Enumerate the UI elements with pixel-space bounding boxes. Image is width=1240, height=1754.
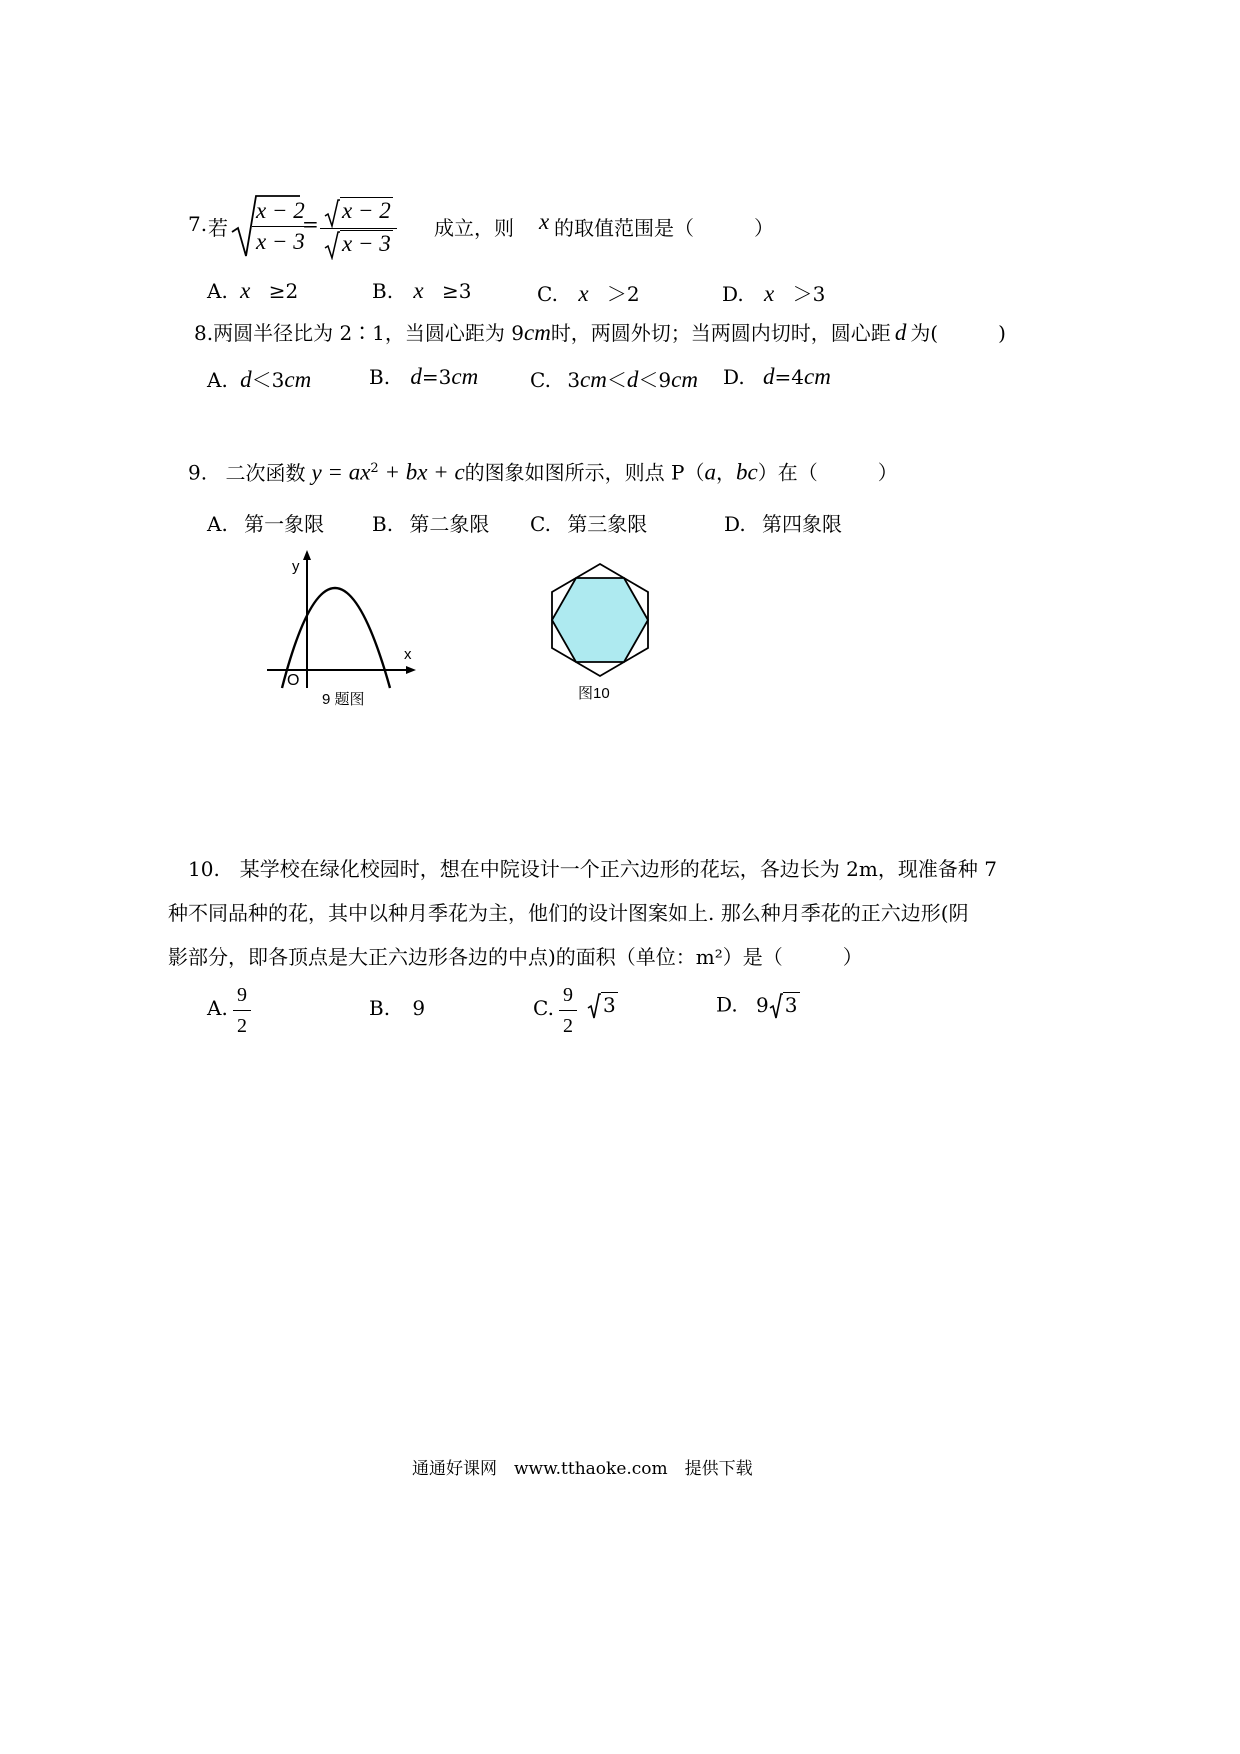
x-axis-arrow-icon — [406, 666, 416, 674]
q7-lhs-num: x − 2 — [252, 196, 309, 227]
radical-sign-icon — [587, 992, 601, 1020]
q7-tail2: 的取值范围是（ ） — [554, 216, 774, 240]
y-axis-label: y — [292, 558, 300, 575]
q7-option-a: A. x ≥2 — [207, 278, 299, 303]
q7-option-b: B. x ≥3 — [372, 278, 472, 303]
q7-lead: 若 — [208, 216, 228, 240]
q9-figure — [262, 548, 422, 718]
fig10-caption: 图10 — [578, 685, 610, 702]
q10-option-d: D. 9 3 — [716, 992, 800, 1020]
q8-option-b: B. d=3cm — [369, 364, 479, 389]
q9-option-d: D. 第四象限 — [724, 512, 843, 536]
q7-option-d: D. x ＞3 — [722, 281, 826, 306]
footer: 通通好课网 www.tthaoke.com 提供下载 — [412, 1459, 753, 1479]
q9-option-b: B. 第二象限 — [372, 512, 490, 536]
q7-tail: 成立，则 — [434, 216, 514, 240]
origin-label: O — [287, 672, 300, 689]
q9-stem: 9. 二次函数 $y = ax^2$ + bx + c的图象如图所示，则点 P（a，bc）在（ ） — [188, 459, 898, 485]
q10-line-3: 影部分，即各顶点是大正六边形各边的中点)的面积（单位：m²）是（ ） — [168, 945, 863, 969]
q7-rhs-den: x − 3 — [342, 230, 391, 256]
q7-number: 7. — [188, 212, 208, 236]
q8-stem: 8.两圆半径比为 2∶1，当圆心距为 9cm时，两圆外切；当两圆内切时，圆心距 d 为( ) — [194, 320, 1006, 345]
x-axis-label: x — [404, 646, 412, 663]
parabola-graph — [262, 548, 422, 698]
q8-option-d: D. d=4cm — [723, 364, 831, 389]
fig10 — [540, 560, 660, 720]
radical-sign-icon — [324, 198, 340, 228]
q10-line-1: 10. 某学校在绿化校园时，想在中院设计一个正六边形的花坛，各边长为 2m，现准备种 7 — [188, 857, 997, 881]
inner-hexagon-shaded — [552, 578, 648, 662]
y-axis-arrow-icon — [303, 550, 311, 560]
q9-figure-caption: 9 题图 — [322, 691, 365, 708]
q7-option-c: C. x ＞2 — [537, 281, 640, 306]
radical-sign-icon — [324, 230, 340, 260]
q7-rhs-num: x − 2 — [342, 198, 391, 223]
q7-var: x — [539, 209, 550, 234]
q7-rhs-fraction — [320, 196, 397, 260]
q10-line-2: 种不同品种的花，其中以种月季花为主，他们的设计图案如上. 那么种月季花的正六边形(阴 — [168, 901, 969, 925]
radical-sign-icon — [769, 992, 783, 1020]
q9-option-c: C. 第三象限 — [530, 512, 648, 536]
q8-option-c: C. 3cm＜d＜9cm — [530, 367, 698, 392]
q7-lhs-den: x − 3 — [256, 229, 305, 254]
q7-eq: = — [302, 212, 319, 236]
hexagon-figure — [540, 560, 660, 680]
q7-lhs-fraction — [252, 196, 309, 257]
q8-option-a: A. d＜3cm — [207, 367, 312, 392]
q9-option-a: A. 第一象限 — [207, 512, 325, 536]
q10-option-b: B. 9 — [369, 996, 426, 1020]
